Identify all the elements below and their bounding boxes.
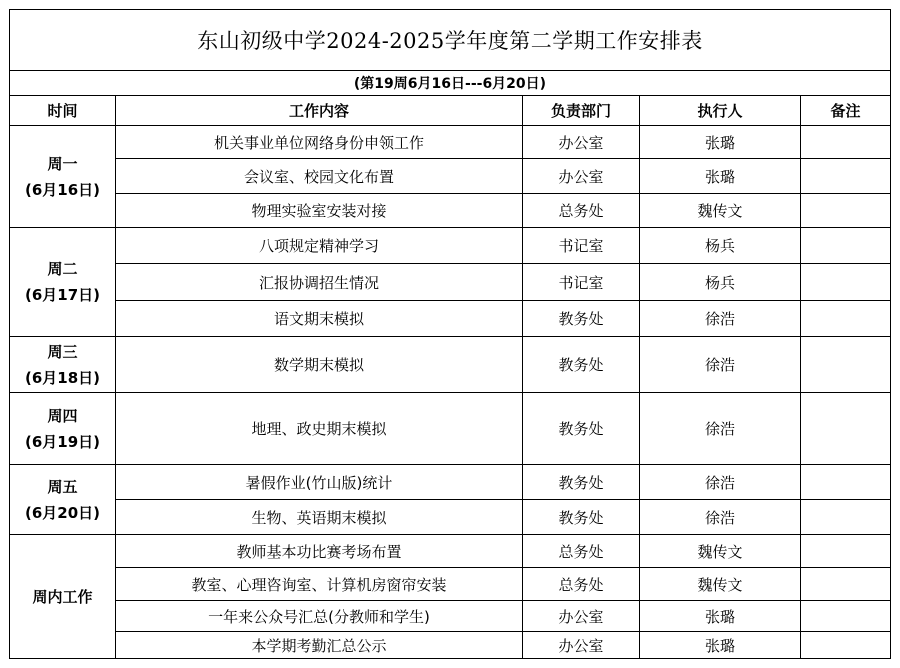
task-department: 总务处 [523,194,640,228]
table-row [10,568,891,601]
table-row [10,159,891,194]
header-time: 时间 [10,96,116,126]
task-content: 八项规定精神学习 [116,228,523,264]
week-range-row [10,71,891,96]
task-content: 地理、政史期末模拟 [116,393,523,465]
task-content: 汇报协调招生情况 [116,264,523,301]
task-executor: 杨兵 [640,264,801,301]
table-row [10,228,891,264]
task-executor: 魏传文 [640,194,801,228]
day-name: 周四 [47,406,78,425]
table-row [10,126,891,159]
task-remark [801,465,891,500]
header-row [10,96,891,126]
day-name: 周三 [47,342,78,361]
task-executor: 魏传文 [640,535,801,568]
day-date: (6月20日) [24,503,101,522]
task-executor: 张璐 [640,159,801,194]
table-row [10,301,891,337]
task-remark [801,159,891,194]
task-remark [801,632,891,659]
header-remark: 备注 [801,96,891,126]
task-executor: 张璐 [640,632,801,659]
title-row [10,10,891,71]
task-content: 一年来公众号汇总(分教师和学生) [116,601,523,632]
task-remark [801,264,891,301]
schedule-sheet [9,9,890,659]
header-department: 负责部门 [523,96,640,126]
task-department: 教务处 [523,393,640,465]
day-cell [10,337,116,393]
day-cell [10,228,116,337]
task-department: 教务处 [523,500,640,535]
day-cell [10,393,116,465]
task-executor: 徐浩 [640,301,801,337]
table-row [10,337,891,393]
day-name: 周二 [47,260,78,278]
table-row [10,194,891,228]
task-remark [801,568,891,601]
day-name: 周一 [47,154,78,173]
week-range: (第19周6月16日---6月20日) [10,71,891,96]
table-row [10,632,891,659]
day-name: 周内工作 [32,587,93,606]
day-date: (6月17日) [24,286,101,304]
task-executor: 徐浩 [640,465,801,500]
task-department: 办公室 [523,632,640,659]
task-department: 教务处 [523,301,640,337]
task-department: 教务处 [523,465,640,500]
task-department: 总务处 [523,535,640,568]
task-remark [801,337,891,393]
task-department: 总务处 [523,568,640,601]
task-executor: 徐浩 [640,500,801,535]
task-remark [801,228,891,264]
header-content: 工作内容 [116,96,523,126]
day-name: 周五 [47,477,78,496]
task-executor: 徐浩 [640,337,801,393]
day-cell [10,126,116,228]
day-date: (6月19日) [24,432,101,451]
task-content: 机关事业单位网络身份申领工作 [116,126,523,159]
table-row [10,601,891,632]
page-title: 东山初级中学2024-2025学年度第二学期工作安排表 [10,10,891,71]
day-cell [10,535,116,659]
task-content: 语文期末模拟 [116,301,523,337]
task-content: 暑假作业(竹山版)统计 [116,465,523,500]
task-remark [801,301,891,337]
task-remark [801,500,891,535]
task-executor: 杨兵 [640,228,801,264]
table-row [10,264,891,301]
task-remark [801,535,891,568]
task-content: 数学期末模拟 [116,337,523,393]
task-remark [801,393,891,465]
task-department: 办公室 [523,159,640,194]
task-department: 书记室 [523,264,640,301]
table-row [10,535,891,568]
schedule-table [9,9,891,659]
day-date: (6月18日) [24,368,101,387]
task-content: 生物、英语期末模拟 [116,500,523,535]
task-department: 教务处 [523,337,640,393]
day-cell [10,465,116,535]
table-row [10,393,891,465]
table-row [10,500,891,535]
task-executor: 张璐 [640,601,801,632]
task-department: 办公室 [523,126,640,159]
task-remark [801,601,891,632]
task-department: 书记室 [523,228,640,264]
header-executor: 执行人 [640,96,801,126]
task-department: 办公室 [523,601,640,632]
table-row [10,465,891,500]
task-executor: 魏传文 [640,568,801,601]
task-content: 会议室、校园文化布置 [116,159,523,194]
task-remark [801,126,891,159]
task-content: 本学期考勤汇总公示 [116,632,523,659]
task-content: 教师基本功比赛考场布置 [116,535,523,568]
task-executor: 徐浩 [640,393,801,465]
day-date: (6月16日) [24,180,101,199]
task-content: 教室、心理咨询室、计算机房窗帘安装 [116,568,523,601]
task-remark [801,194,891,228]
task-content: 物理实验室安装对接 [116,194,523,228]
task-executor: 张璐 [640,126,801,159]
